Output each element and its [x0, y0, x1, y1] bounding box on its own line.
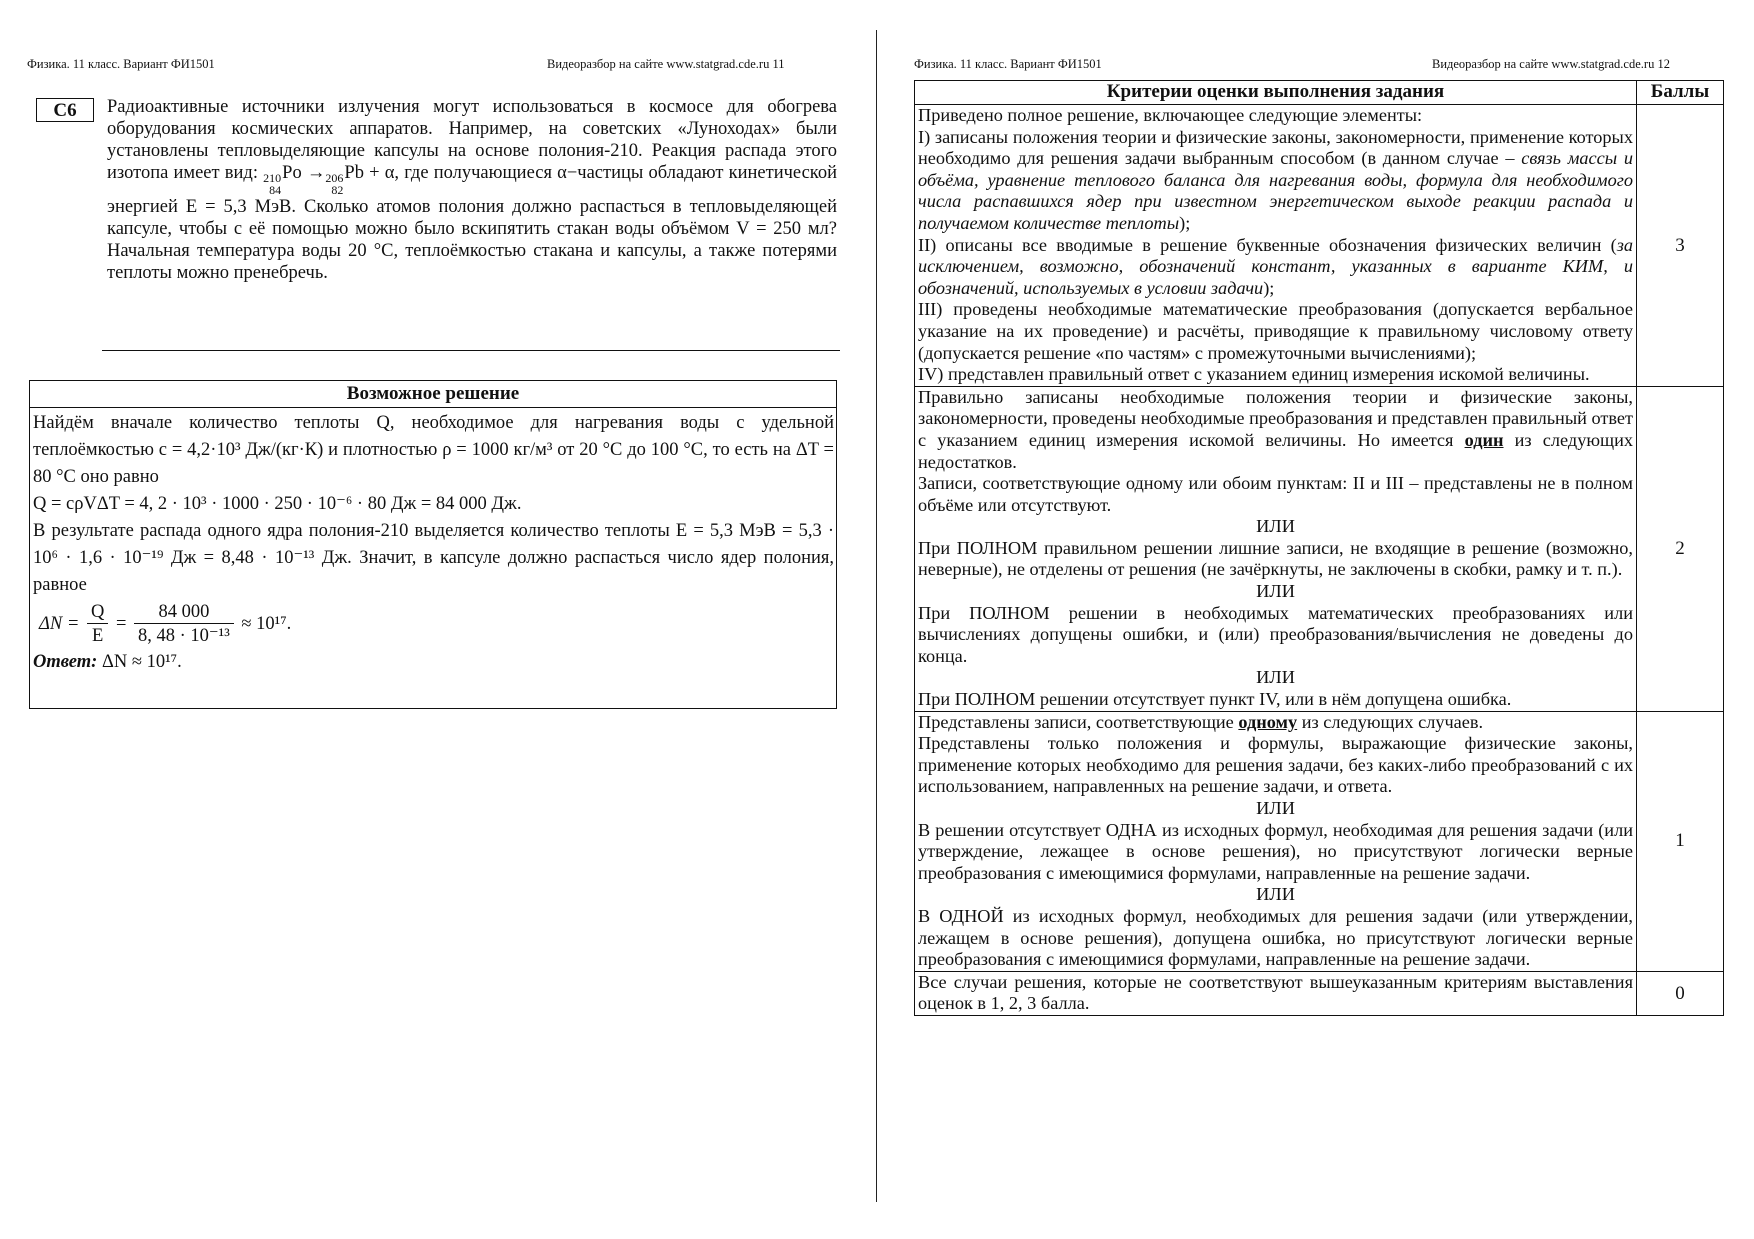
right-header-title: Физика. 11 класс. Вариант ФИ1501 — [914, 57, 1102, 71]
criteria-row-0: Все случаи решения, которые не соответствуют вышеуказанным критериям выставления оценок в 1, 2, 3 балла. 0 — [915, 971, 1724, 1015]
criteria-row-1: Представлены записи, соответствующие одному из следующих случаев. Представлены только положения и формулы, выражающие физические законы, применение которых необходимо для решения задачи, без каких-либо преобразований с их использованием, направленных на решение задачи, и ответа. ИЛИ В решении отсутствует ОДНА из исходных формул, необходимая для решения задачи (или утверждение, лежащее в основе решения), но присутствуют логически верные преобразования с имеющимися формулами, направленные на решение задачи. ИЛИ В ОДНОЙ из исходных формул, необходимых для решения задачи (или утверждении, лежащем в основе решения), допущена ошибка, но присутствуют логически верные преобразования с имеющимися формулами, направленные на решение задачи. 1 — [915, 711, 1724, 971]
points-2: 2 — [1637, 386, 1724, 711]
solution-paragraph-1: Найдём вначале количество теплоты Q, необходимое для нагревания воды с удельной теплоёмкостью c = 4,2·10³ Дж/(кг·К) и плотностью ρ = 1000 кг/м³ от 20 °С до 100 °С, то есть на ΔT = 80 °С оно равно — [33, 413, 834, 487]
right-header-link: Видеоразбор на сайте www.statgrad.cde.ru 12 — [1432, 57, 1670, 71]
criteria-column-header: Критерии оценки выполнения задания — [915, 81, 1637, 105]
criteria-row-2: Правильно записаны необходимые положения теории и физические законы, закономерности, проведены необходимые преобразования и представлен правильный ответ с указанием единиц измерения искомой величины. Но имеется один из следующих недостатков. Записи, соответствующие одному или обоим пунктам: II и III – представлены не в полном объёме или отсутствуют. ИЛИ При ПОЛНОМ правильном решении лишние записи, не входящие в решение (возможно, неверные), не отделены от решения (не зачёркнуты, не заключены в скобки, рамку и т. п.). ИЛИ При ПОЛНОМ решении в необходимых математических преобразованиях или вычислениях допущены ошибки, и (или) преобразования/вычисления не доведены до конца. ИЛИ При ПОЛНОМ решении отсутствует пункт IV, или в нём допущена ошибка. 2 — [915, 386, 1724, 711]
solution-paragraph-2: В результате распада одного ядра полония-210 выделяется количество теплоты E = 5,3 МэВ = 5,3 · 10⁶ · 1,6 · 10⁻¹⁹ Дж = 8,48 · 10⁻¹³ Дж. Значит, в капсуле должно распасться число ядер полония, равное — [33, 521, 834, 595]
solution-equation-1: Q = cρVΔT = 4, 2 · 10³ · 1000 · 250 · 10⁻⁶ · 80 Дж = 84 000 Дж. — [33, 494, 522, 514]
task-text: Радиоактивные источники излучения могут использоваться в космосе для обогрева оборудования космических аппаратов. Например, на советских «Луноходах» были установлены тепловыделяющие капсулы на основе полония-210. Реакция распада этого изотопа имеет вид: 210 84 Po → 206 82 Pb + α, где получающиеся α−частицы обладают кинетической энергией E = 5,3 МэВ. Сколько атомов полония должно распасться в тепловыделяющей капсуле, чтобы с её помощью можно было вскипятить стакан воды объёмом V = 250 мл? Начальная температура воды 20 °С, теплоёмкостью стакана и капсулы, а также потерями теплоты можно пренебречь. — [107, 97, 837, 283]
points-0: 0 — [1637, 971, 1724, 1015]
left-header-title: Физика. 11 класс. Вариант ФИ1501 — [27, 57, 215, 71]
left-header-link: Видеоразбор на сайте www.statgrad.cde.ru 11 — [547, 57, 785, 71]
solution-equation-2: ΔN = $\frac{Q}{E}$ = $\frac{84 000}{\text{8, 48 · 10⁻¹³}}$ ≈ 10¹⁷. — [39, 602, 292, 647]
points-1: 1 — [1637, 711, 1724, 971]
task-label: С6 — [36, 98, 94, 122]
points-3: 3 — [1637, 105, 1724, 387]
page-divider — [876, 30, 877, 1202]
points-column-header: Баллы — [1637, 81, 1724, 105]
solution-box — [29, 380, 837, 709]
task-separator — [102, 350, 840, 351]
solution-title: Возможное решение — [30, 381, 836, 408]
criteria-table — [914, 80, 1724, 1016]
answer-line: Ответ: ΔN ≈ 10¹⁷. — [33, 652, 182, 672]
criteria-header-row — [915, 81, 1724, 105]
criteria-row-3: Приведено полное решение, включающее следующие элементы: I) записаны положения теории и физические законы, закономерности, применение которых необходимо для решения задачи выбранным способом (в данном случае – связь массы и объёма, уравнение теплового баланса для нагревания воды, формула для необходимого числа распавшихся ядер при известном энергетическом выходе реакции распада и получаемом количестве теплоты); II) описаны все вводимые в решение буквенные обозначения физических величин (за исключением, возможно, обозначений констант, указанных в варианте КИМ, и обозначений, используемых в условии задачи); III) проведены необходимые математические преобразования (допускается вербальное указание на их проведение) и расчёты, приводящие к правильному числовому ответу (допускается решение «по частям» с промежуточными вычислениями); IV) представлен правильный ответ с указанием единиц измерения искомой величины. 3 — [915, 105, 1724, 387]
